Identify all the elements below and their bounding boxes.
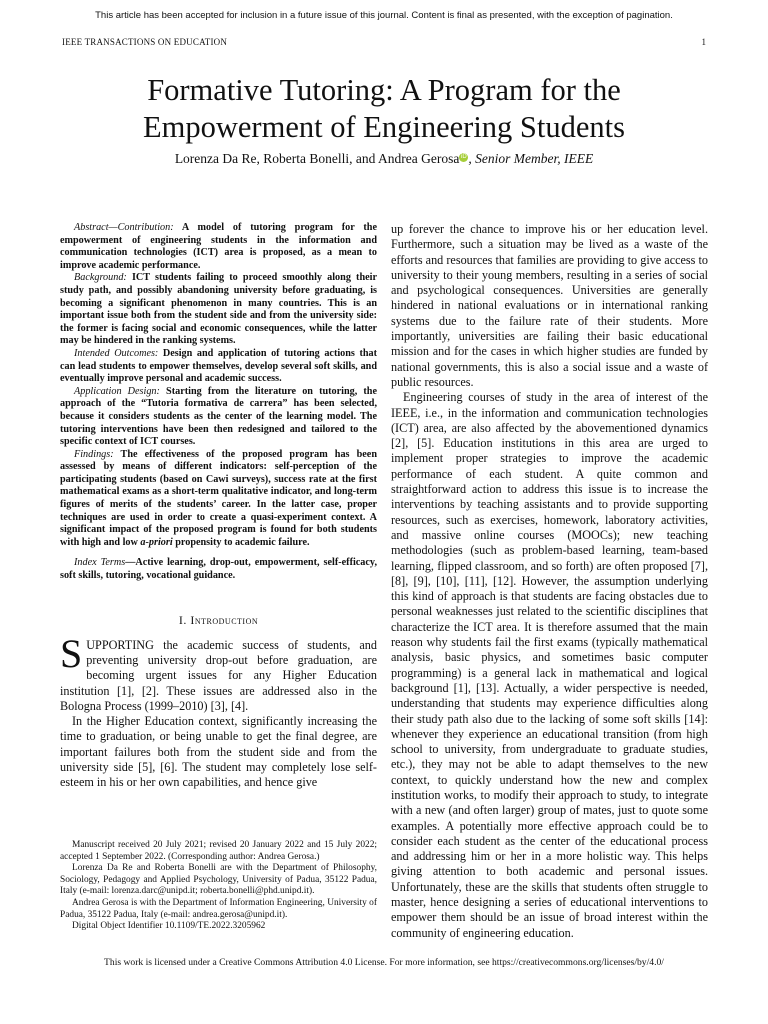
author-membership: , Senior Member, IEEE bbox=[468, 151, 594, 166]
orcid-icon[interactable]: iD bbox=[461, 153, 467, 160]
abstract-design bbox=[60, 386, 377, 449]
section-number: I. bbox=[178, 612, 191, 627]
abstract-outcomes-label: Intended Outcomes: bbox=[74, 347, 159, 359]
paper-title bbox=[0, 72, 768, 146]
intro-body bbox=[60, 630, 377, 791]
intro-lead-caps: UPPORTING bbox=[86, 637, 154, 652]
acceptance-banner: This article has been accepted for inclusion in a future issue of this journal. Content is final as presented, with the exception of pagination. bbox=[95, 10, 673, 21]
license-footer: This work is licensed under a Creative Commons Attribution 4.0 License. For more information, see https://creativecommons.org/licenses/by/4.0/ bbox=[104, 957, 664, 968]
footnote-affiliation-2: Andrea Gerosa is with the Department of Information Engineering, University of Padua, 35122 Padua, Italy (e-mail: andrea.gerosa@unipd.it). bbox=[60, 897, 377, 920]
abstract-contribution-label: Abstract—Contribution: bbox=[74, 222, 174, 233]
intro-paragraph-2: In the Higher Education context, significantly increasing the time to graduation, or being unable to get the final degree, are important failures both from the student side and from the university side [5], [6]. The student may completely lose self-esteem in his or her own capabilities, and hence give bbox=[60, 714, 377, 790]
abstract-background bbox=[60, 272, 377, 348]
abstract-background-label: Background: bbox=[74, 272, 127, 284]
title-line-2: Empowerment of Engineering Students bbox=[143, 110, 625, 144]
footnote-affiliation-1: Lorenza Da Re and Roberta Bonelli are with the Department of Philosophy, Sociology, Pedagogy and Applied Psychology, University of Padua, 35122 Padua, Italy (e-mail: lorenza.darc@unipd.it; roberta.bonelli@phd.unipd.it). bbox=[60, 863, 377, 897]
journal-name: IEEE TRANSACTIONS ON EDUCATION bbox=[62, 37, 228, 47]
title-line-1: Formative Tutoring: A Program for the bbox=[147, 73, 621, 107]
section-title: Introduction bbox=[190, 612, 259, 627]
abstract-outcomes-text: Design and application of tutoring actions that can lead students to empower themselves, develop several soft skills, and eventually improve personal and academic success. bbox=[60, 347, 377, 385]
abstract-findings-text-end: propensity to academic failure. bbox=[172, 536, 310, 548]
abstract-design-text: Starting from the literature on tutoring, the approach of the “Tutoria formativa de carrera” has been selected, because it considers students as the center of the learning model. The tutoring interventions have been then redesigned and tailored to the specific context of ICT courses. bbox=[60, 385, 377, 448]
abstract-contribution-text: A model of tutoring program for the empowerment of engineering students in the information and communication technologies (ICT) area is proposed, as a mean to improve academic performance. bbox=[60, 222, 377, 271]
index-terms-text: —Active learning, drop-out, empowerment, self-efficacy, soft skills, tutoring, vocational guidance. bbox=[60, 557, 378, 582]
intro-paragraph-1-text: the academic success of students, and preventing university drop-out before graduation, are becoming urgent issues for any Higher Education institution [1], [2]. These issues are addressed also in the Bologna Process (1999–2010) [3], [4]. bbox=[60, 637, 377, 713]
author-line bbox=[0, 151, 768, 167]
author-names: Lorenza Da Re, Roberta Bonelli, and Andrea Gerosa bbox=[174, 151, 460, 166]
footnote-manuscript: Manuscript received 20 July 2021; revised 20 January 2022 and 15 July 2022; accepted 1 September 2022. (Corresponding author: Andrea Gerosa.) bbox=[60, 840, 377, 862]
left-column bbox=[60, 222, 377, 791]
abstract-findings-label: Findings: bbox=[74, 448, 114, 460]
footnote-doi: Digital Object Identifier 10.1109/TE.2022.3205962 bbox=[72, 921, 266, 932]
right-paragraph-1: up forever the chance to improve his or her education level. Furthermore, such a situation may be lived as a waste of the efforts and resources that families are providing to give access to university to their young members, resulting in a series of social and psychological consequences. Universities are generally hindered in national evaluations or in international ranking systems due to the failure rate of their students. More importantly, universities are failing their basic educational mission and for the cases in which higher studies are funded by national governments, this is also a social issue and a waste of public resources. bbox=[391, 222, 708, 389]
right-paragraph-2: Engineering courses of study in the area of interest of the IEEE, i.e., in the information and communication technologies (ICT) area, are also affected by the abovementioned dynamics [2], [5]. Education institutions in this area are urged to implement proper strategies to improve the academic performance of each student. A quite common and straightforward action to address this issue is to increase the interventions by teaching assistants and to provide supporting resources, such as exercises, homework, laboratory activities, and massive online courses (MOOCs); new teaching methodologies (such as problem-based learning, team-based learning, flipped classroom, and so forth) are often proposed [7], [8], [9], [10], [11], [12]. However, the assumption underlying this kind of approach is that students are facing obstacles due to personal weaknesses just related to the scientific disciplines that characterize the ICT area. It is therefore assumed that the main reason why students fail the first exams (typically mathematical analysis, basic physics, and sometimes basic computer programming) is a general lack in mathematical and logical background [1], [13]. Actually, a wider perspective is needed, understanding that students may experience difficulties along their study path also due to the lacking of some soft skills [14]: whenever they experience an educational transition (from high school to university, from undergraduate to graduate studies, etc.), they may not be able to adapt themselves to the new context, to quickly understand how the new and complex institution works, to modify their approach to study, to integrate with a new (and often larger) group of mates, just to quote some examples. A potentially more effective approach could be to consider each student as the center of the educational process and addressing him or her in a more holistic way. This helps giving attention to both academic and personal issues. Unfortunately, these are the skills that students often struggle to master, hence designing a series of educational interventions to empower them should be an issue of broad interest within the community of engineering education. bbox=[391, 390, 708, 940]
abstract-contribution bbox=[60, 222, 377, 272]
abstract-outcomes bbox=[60, 348, 377, 386]
page-number: 1 bbox=[701, 37, 706, 47]
intro-paragraph-1 bbox=[60, 630, 377, 714]
footnotes bbox=[60, 840, 377, 933]
index-terms-label: Index Terms bbox=[74, 557, 126, 569]
abstract-findings-text: The effectiveness of the proposed program has been assessed by means of different indicators: self-perception of the participating students (based on Cawi surveys), success rate at the first mathematical exams as a short-term qualitative indicator, and long-term figures of merits of the students’ career. In the latter case, proper techniques are used in order to create a quasi-experiment context. A significant impact of the proposed program is found for both students with high and low bbox=[60, 448, 377, 548]
index-terms bbox=[60, 557, 377, 582]
section-heading bbox=[60, 613, 377, 628]
abstract bbox=[60, 222, 377, 549]
drop-cap: S bbox=[60, 630, 83, 676]
abstract-background-text: ICT students failing to proceed smoothly along their study path, and possibly abandoning university before graduating, is becoming a significant phenomenon in many countries. This is an important issue both from the student side and from the university side: the former is facing social and economic consequences, while the latter may be hindered in the ranking systems. bbox=[60, 272, 377, 347]
abstract-findings-italic: a-priori bbox=[140, 536, 173, 548]
abstract-findings bbox=[60, 449, 377, 550]
right-column bbox=[391, 222, 708, 941]
abstract-design-label: Application Design: bbox=[74, 385, 160, 397]
